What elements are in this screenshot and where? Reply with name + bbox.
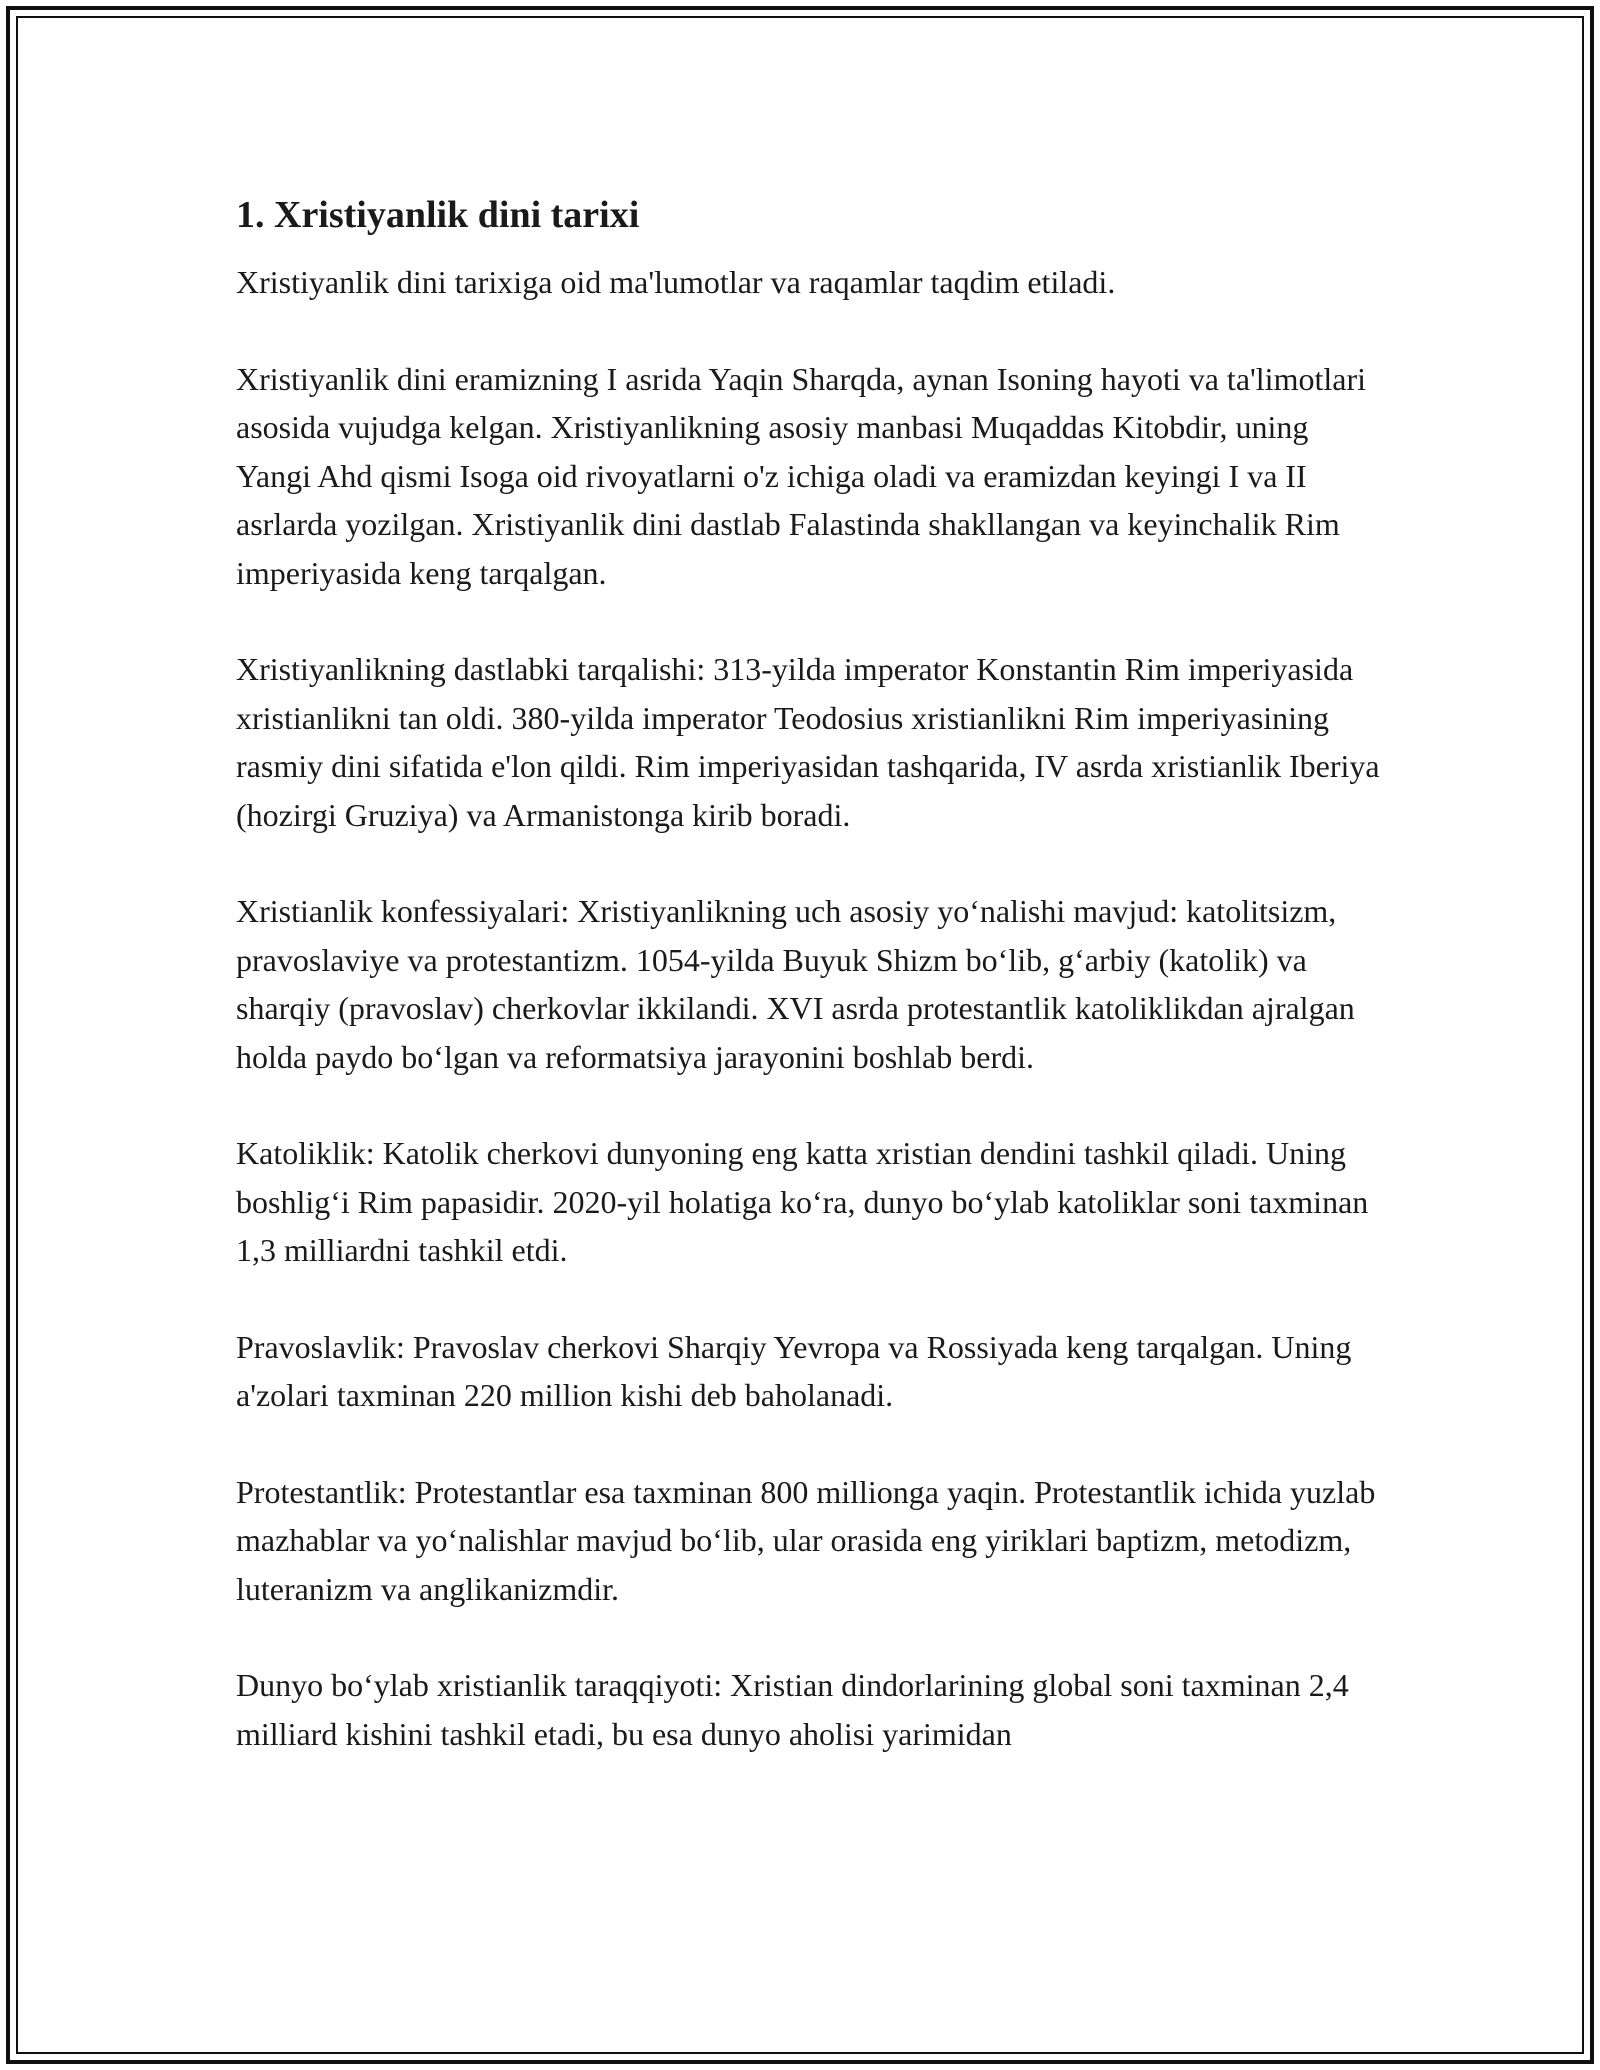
- paragraph-global-development: Dunyo boʻylab xristianlik taraqqiyoti: Xristian dindorlarining global soni taxminan 2,4 milliard kishini tashkil etadi, bu esa dunyo aholisi yarimidan: [236, 1667, 1349, 1752]
- paragraph-intro: Xristiyanlik dini tarixiga oid ma'lumotlar va raqamlar taqdim etiladi.: [236, 264, 1116, 300]
- paragraph-confessions: Xristianlik konfessiyalari: Xristiyanlikning uch asosiy yoʻnalishi mavjud: katolitsizm, pravoslaviye va protestantizm. 1054-yilda Buyuk Shizm boʻlib, gʻarbiy (katolik) va sharqiy (pravoslav) cherkovlar ikkilandi. XVI asrda protestantlik katoliklikdan ajralgan holda paydo boʻlgan va reformatsiya jarayonini boshlab berdi.: [236, 893, 1355, 1075]
- paragraph-protestantism: Protestantlik: Protestantlar esa taxminan 800 millionga yaqin. Protestantlik ichida yuzlab mazhablar va yoʻnalishlar mavjud boʻlib, ular orasida eng yiriklari baptizm, metodizm, luteranizm va anglikanizmdir.: [236, 1473, 1376, 1607]
- paragraph-early-spread: Xristiyanlikning dastlabki tarqalishi: 313-yilda imperator Konstantin Rim imperiyasida xristianlikni tan oldi. 380-yilda imperator Teodosius xristianlikni Rim imperiyasining rasmiy dini sifatida e'lon qildi. Rim imperiyasidan tashqarida, IV asrda xristianlik Iberiya (hozirgi Gruziya) va Armanistonga kirib boradi.: [236, 651, 1380, 833]
- paragraph-orthodoxy: Pravoslavlik: Pravoslav cherkovi Sharqiy Yevropa va Rossiyada keng tarqalgan. Uning a'zolari taxminan 220 million kishi deb baholanadi.: [236, 1328, 1352, 1413]
- document-body: [236, 190, 1386, 1806]
- section-heading: 1. Xristiyanlik dini tarixi: [236, 194, 640, 236]
- paragraph-origins: Xristiyanlik dini eramizning I asrida Yaqin Sharqda, aynan Isoning hayoti va ta'limotlari asosida vujudga kelgan. Xristiyanlikning asosiy manbasi Muqaddas Kitobdir, uning Yangi Ahd qismi Isoga oid rivoyatlarni o'z ichiga oladi va eramizdan keyingi I va II asrlarda yozilgan. Xristiyanlik dini dastlab Falastinda shakllangan va keyinchalik Rim imperiyasida keng tarqalgan.: [236, 360, 1366, 591]
- paragraph-catholicism: Katoliklik: Katolik cherkovi dunyoning eng katta xristian dendini tashkil qiladi. Uning boshligʻi Rim papasidir. 2020-yil holatiga koʻra, dunyo boʻylab katoliklar soni taxminan 1,3 milliardni tashkil etdi.: [236, 1135, 1369, 1268]
